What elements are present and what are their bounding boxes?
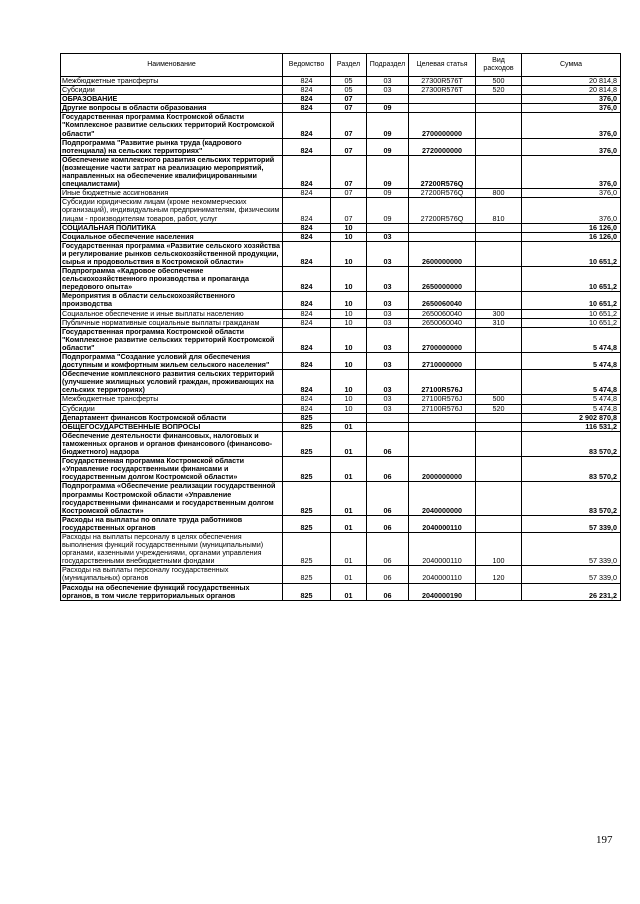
cell-target: 27300R576T	[409, 77, 476, 86]
cell-sum: 10 651,2	[522, 267, 621, 292]
table-row	[61, 155, 621, 188]
cell-exp	[476, 292, 522, 309]
cell-sum: 20 814,8	[522, 77, 621, 86]
cell-name: ОБЩЕГОСУДАРСТВЕННЫЕ ВОПРОСЫ	[61, 422, 283, 431]
cell-subsection: 06	[367, 431, 409, 456]
cell-section: 10	[331, 318, 367, 327]
table-row	[61, 309, 621, 318]
table-row	[61, 515, 621, 532]
cell-subsection: 03	[367, 318, 409, 327]
cell-sum: 83 570,2	[522, 457, 621, 482]
cell-subsection	[367, 223, 409, 232]
cell-exp: 310	[476, 318, 522, 327]
cell-sum: 16 126,0	[522, 223, 621, 232]
cell-exp	[476, 457, 522, 482]
cell-section: 07	[331, 155, 367, 188]
cell-exp	[476, 515, 522, 532]
cell-target: 27200R576Q	[409, 189, 476, 198]
cell-name: Подпрограмма "Создание условий для обеспечения доступным и комфортным жильем сельского населения"	[61, 353, 283, 370]
cell-dept: 824	[283, 353, 331, 370]
cell-section: 01	[331, 482, 367, 515]
cell-subsection: 09	[367, 198, 409, 223]
cell-name: Межбюджетные трансферты	[61, 395, 283, 404]
cell-sum: 10 651,2	[522, 292, 621, 309]
table-row	[61, 198, 621, 223]
cell-exp	[476, 422, 522, 431]
cell-subsection: 03	[367, 395, 409, 404]
cell-sum: 57 339,0	[522, 566, 621, 583]
cell-subsection: 09	[367, 189, 409, 198]
cell-name: Расходы на выплаты персоналу государственных (муниципальных) органов	[61, 566, 283, 583]
header-target: Целевая статья	[409, 54, 476, 77]
cell-dept: 824	[283, 267, 331, 292]
cell-sum: 376,0	[522, 95, 621, 104]
cell-name: Субсидии	[61, 86, 283, 95]
cell-dept: 824	[283, 327, 331, 352]
cell-exp	[476, 223, 522, 232]
cell-dept: 825	[283, 413, 331, 422]
cell-sum: 83 570,2	[522, 431, 621, 456]
cell-name: Субсидии юридическим лицам (кроме некоммерческих организаций), индивидуальным предпринимателям, физическим лицам - производителям товаров, работ, услуг	[61, 198, 283, 223]
cell-exp	[476, 370, 522, 395]
cell-subsection: 03	[367, 404, 409, 413]
table-row	[61, 86, 621, 95]
cell-subsection	[367, 95, 409, 104]
cell-section: 07	[331, 95, 367, 104]
cell-name: Государственная программа Костромской области "Комплексное развитие сельских территорий Костромской области"	[61, 113, 283, 138]
cell-sum: 83 570,2	[522, 482, 621, 515]
cell-dept: 824	[283, 232, 331, 241]
cell-exp: 810	[476, 198, 522, 223]
cell-sum: 20 814,8	[522, 86, 621, 95]
budget-table	[60, 53, 621, 601]
cell-dept: 825	[283, 422, 331, 431]
cell-dept: 825	[283, 515, 331, 532]
header-subsection: Подраздел	[367, 54, 409, 77]
cell-name: Другие вопросы в области образования	[61, 104, 283, 113]
cell-section: 07	[331, 189, 367, 198]
cell-name: Социальное обеспечение и иные выплаты населению	[61, 309, 283, 318]
cell-name: Социальное обеспечение населения	[61, 232, 283, 241]
cell-target	[409, 104, 476, 113]
cell-dept: 824	[283, 395, 331, 404]
cell-exp	[476, 232, 522, 241]
cell-dept: 824	[283, 198, 331, 223]
header-section: Раздел	[331, 54, 367, 77]
cell-section: 10	[331, 223, 367, 232]
cell-name: Обеспечение комплексного развития сельских территорий (улучшение жилищных условий граждан, проживающих на сельских территориях)	[61, 370, 283, 395]
cell-section: 07	[331, 104, 367, 113]
cell-section: 01	[331, 431, 367, 456]
cell-target	[409, 422, 476, 431]
cell-exp: 100	[476, 532, 522, 565]
cell-subsection: 09	[367, 138, 409, 155]
cell-dept: 824	[283, 77, 331, 86]
cell-target	[409, 232, 476, 241]
cell-name: Государственная программа Костромской области "Комплексное развитие сельских территорий Костромской области"	[61, 327, 283, 352]
cell-target: 2040000110	[409, 515, 476, 532]
table-row	[61, 267, 621, 292]
cell-target: 2710000000	[409, 353, 476, 370]
table-row	[61, 223, 621, 232]
cell-section: 07	[331, 138, 367, 155]
cell-sum: 376,0	[522, 189, 621, 198]
cell-name: СОЦИАЛЬНАЯ ПОЛИТИКА	[61, 223, 283, 232]
cell-name: Иные бюджетные ассигнования	[61, 189, 283, 198]
cell-subsection: 03	[367, 292, 409, 309]
cell-sum: 10 651,2	[522, 241, 621, 266]
cell-section: 01	[331, 532, 367, 565]
cell-section: 10	[331, 395, 367, 404]
table-row	[61, 532, 621, 565]
cell-exp: 520	[476, 86, 522, 95]
cell-section: 10	[331, 327, 367, 352]
cell-sum: 57 339,0	[522, 532, 621, 565]
cell-sum: 5 474,8	[522, 395, 621, 404]
table-row	[61, 413, 621, 422]
cell-section: 01	[331, 566, 367, 583]
cell-exp	[476, 583, 522, 600]
cell-subsection: 06	[367, 457, 409, 482]
cell-exp	[476, 267, 522, 292]
table-row	[61, 353, 621, 370]
cell-name: Расходы на обеспечение функций государственных органов, в том числе территориальных органов	[61, 583, 283, 600]
cell-sum: 5 474,8	[522, 327, 621, 352]
cell-target	[409, 95, 476, 104]
cell-subsection: 09	[367, 113, 409, 138]
cell-subsection: 06	[367, 566, 409, 583]
cell-target: 27100R576J	[409, 395, 476, 404]
table-row	[61, 95, 621, 104]
cell-sum: 376,0	[522, 104, 621, 113]
cell-target: 2700000000	[409, 327, 476, 352]
cell-section: 05	[331, 77, 367, 86]
cell-section	[331, 413, 367, 422]
cell-dept: 824	[283, 292, 331, 309]
cell-sum: 16 126,0	[522, 232, 621, 241]
cell-name: Обеспечение комплексного развития сельских территорий (возмещение части затрат на реализацию мероприятий, направленных на обеспечение квалифицированными специалистами)	[61, 155, 283, 188]
cell-name: Подпрограмма "Развитие рынка труда (кадрового потенциала) на сельских территориях"	[61, 138, 283, 155]
cell-dept: 825	[283, 566, 331, 583]
cell-sum: 376,0	[522, 113, 621, 138]
table-body	[61, 77, 621, 601]
cell-section: 10	[331, 370, 367, 395]
cell-name: Подпрограмма «Кадровое обеспечение сельскохозяйственного производства и пропаганда передового опыта»	[61, 267, 283, 292]
table-row	[61, 138, 621, 155]
cell-target: 2040000000	[409, 482, 476, 515]
table-row	[61, 583, 621, 600]
cell-sum: 10 651,2	[522, 309, 621, 318]
cell-name: Расходы на выплаты по оплате труда работников государственных органов	[61, 515, 283, 532]
cell-exp	[476, 155, 522, 188]
header-dept: Ведомство	[283, 54, 331, 77]
cell-target: 2650060040	[409, 309, 476, 318]
cell-section: 10	[331, 232, 367, 241]
cell-target	[409, 223, 476, 232]
cell-sum: 57 339,0	[522, 515, 621, 532]
cell-dept: 825	[283, 583, 331, 600]
cell-dept: 825	[283, 431, 331, 456]
table-row	[61, 189, 621, 198]
cell-exp	[476, 431, 522, 456]
cell-subsection: 06	[367, 583, 409, 600]
cell-dept: 824	[283, 189, 331, 198]
table-row	[61, 241, 621, 266]
cell-dept: 824	[283, 241, 331, 266]
cell-sum: 376,0	[522, 198, 621, 223]
cell-exp	[476, 241, 522, 266]
cell-subsection: 09	[367, 104, 409, 113]
cell-exp: 120	[476, 566, 522, 583]
cell-target: 27300R576T	[409, 86, 476, 95]
cell-subsection	[367, 413, 409, 422]
cell-subsection: 03	[367, 86, 409, 95]
cell-name: Департамент финансов Костромской области	[61, 413, 283, 422]
table-row	[61, 422, 621, 431]
cell-sum: 26 231,2	[522, 583, 621, 600]
cell-section: 01	[331, 515, 367, 532]
table-row	[61, 457, 621, 482]
cell-exp: 300	[476, 309, 522, 318]
cell-sum: 5 474,8	[522, 353, 621, 370]
cell-section: 01	[331, 457, 367, 482]
cell-exp: 520	[476, 404, 522, 413]
table-row	[61, 292, 621, 309]
cell-dept: 824	[283, 138, 331, 155]
cell-target: 2650060040	[409, 292, 476, 309]
cell-target: 2040000110	[409, 532, 476, 565]
cell-target: 27100R576J	[409, 370, 476, 395]
table-row	[61, 404, 621, 413]
cell-sum: 5 474,8	[522, 404, 621, 413]
cell-name: Публичные нормативные социальные выплаты гражданам	[61, 318, 283, 327]
cell-subsection: 03	[367, 370, 409, 395]
cell-sum: 5 474,8	[522, 370, 621, 395]
cell-exp	[476, 353, 522, 370]
cell-dept: 825	[283, 532, 331, 565]
cell-exp	[476, 104, 522, 113]
cell-exp	[476, 327, 522, 352]
cell-name: Обеспечение деятельности финансовых, налоговых и таможенных органов и органов финансового (финансово-бюджетного) надзора	[61, 431, 283, 456]
cell-subsection: 06	[367, 482, 409, 515]
cell-dept: 824	[283, 95, 331, 104]
cell-exp: 800	[476, 189, 522, 198]
cell-dept: 824	[283, 404, 331, 413]
cell-exp	[476, 95, 522, 104]
cell-section: 07	[331, 113, 367, 138]
cell-section: 01	[331, 583, 367, 600]
cell-exp: 500	[476, 77, 522, 86]
cell-name: Межбюджетные трансферты	[61, 77, 283, 86]
cell-section: 01	[331, 422, 367, 431]
cell-subsection: 03	[367, 309, 409, 318]
cell-dept: 824	[283, 155, 331, 188]
cell-target: 2600000000	[409, 241, 476, 266]
cell-target: 27200R576Q	[409, 155, 476, 188]
cell-name: Государственная программа «Развитие сельского хозяйства и регулирование рынков сельскохозяйственной продукции, сырья и продовольствия в Костромской области»	[61, 241, 283, 266]
cell-dept: 824	[283, 318, 331, 327]
cell-subsection: 03	[367, 353, 409, 370]
cell-name: ОБРАЗОВАНИЕ	[61, 95, 283, 104]
table-row	[61, 566, 621, 583]
header-exp: Вид расходов	[476, 54, 522, 77]
cell-name: Мероприятия в области сельскохозяйственного производства	[61, 292, 283, 309]
cell-name: Государственная программа Костромской области «Управление государственными финансами и государственным долгом Костромской области»	[61, 457, 283, 482]
cell-sum: 376,0	[522, 155, 621, 188]
table-row	[61, 318, 621, 327]
cell-target: 2040000110	[409, 566, 476, 583]
cell-target: 2000000000	[409, 457, 476, 482]
cell-dept: 825	[283, 457, 331, 482]
cell-sum: 2 902 870,8	[522, 413, 621, 422]
cell-subsection	[367, 422, 409, 431]
header-sum: Сумма	[522, 54, 621, 77]
cell-name: Субсидии	[61, 404, 283, 413]
table-row	[61, 77, 621, 86]
cell-section: 10	[331, 353, 367, 370]
header-name: Наименование	[61, 54, 283, 77]
cell-section: 10	[331, 241, 367, 266]
table-row	[61, 113, 621, 138]
cell-subsection: 03	[367, 232, 409, 241]
table-row	[61, 482, 621, 515]
cell-target: 2650000000	[409, 267, 476, 292]
cell-name: Подпрограмма «Обеспечение реализации государственной программы Костромской области «Управление государственными финансами и государственным долгом Костромской области»	[61, 482, 283, 515]
cell-target	[409, 413, 476, 422]
cell-exp	[476, 413, 522, 422]
cell-subsection: 03	[367, 267, 409, 292]
table-header	[61, 54, 621, 77]
cell-subsection: 06	[367, 532, 409, 565]
page-number: 197	[596, 834, 613, 846]
cell-dept: 825	[283, 482, 331, 515]
cell-target	[409, 431, 476, 456]
cell-subsection: 06	[367, 515, 409, 532]
cell-dept: 824	[283, 223, 331, 232]
cell-dept: 824	[283, 370, 331, 395]
cell-subsection: 09	[367, 155, 409, 188]
table-row	[61, 431, 621, 456]
cell-target: 2650060040	[409, 318, 476, 327]
cell-dept: 824	[283, 113, 331, 138]
cell-subsection: 03	[367, 77, 409, 86]
cell-sum: 376,0	[522, 138, 621, 155]
table-row	[61, 370, 621, 395]
cell-name: Расходы на выплаты персоналу в целях обеспечения выполнения функций государственными (муниципальными) органами, казенными учреждениями, органами управления государственными внебюджетными фондами	[61, 532, 283, 565]
cell-section: 07	[331, 198, 367, 223]
cell-dept: 824	[283, 309, 331, 318]
cell-target: 27100R576J	[409, 404, 476, 413]
cell-subsection: 03	[367, 241, 409, 266]
cell-exp: 500	[476, 395, 522, 404]
cell-section: 10	[331, 404, 367, 413]
cell-exp	[476, 482, 522, 515]
table-row	[61, 327, 621, 352]
cell-section: 10	[331, 292, 367, 309]
cell-sum: 116 531,2	[522, 422, 621, 431]
cell-subsection: 03	[367, 327, 409, 352]
cell-target: 27200R576Q	[409, 198, 476, 223]
cell-sum: 10 651,2	[522, 318, 621, 327]
cell-exp	[476, 138, 522, 155]
cell-target: 2720000000	[409, 138, 476, 155]
cell-section: 10	[331, 267, 367, 292]
cell-dept: 824	[283, 104, 331, 113]
table-row	[61, 104, 621, 113]
cell-target: 2700000000	[409, 113, 476, 138]
table-row	[61, 395, 621, 404]
cell-section: 10	[331, 309, 367, 318]
table-row	[61, 232, 621, 241]
cell-exp	[476, 113, 522, 138]
cell-target: 2040000190	[409, 583, 476, 600]
cell-dept: 824	[283, 86, 331, 95]
cell-section: 05	[331, 86, 367, 95]
